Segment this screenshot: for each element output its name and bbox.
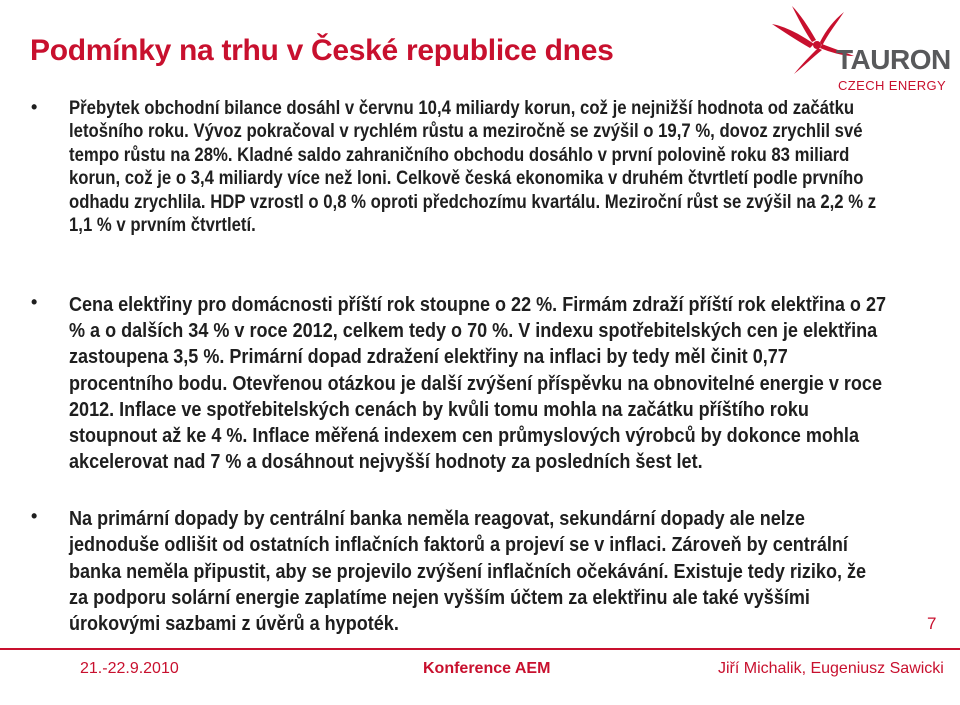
footer-authors: Jiří Michalik, Eugeniusz Sawicki: [718, 660, 944, 677]
bullet-text: Cena elektřiny pro domácnosti příští rok stoupne o 22 %. Firmám zdraží příští rok elektřina o 27 % a o dalších 34 % v roce 2012, celkem tedy o 70 %. V indexu spotřebitelských cen je elektřina zastoupena 3,5 %. Primární dopad zdražení elektřiny na inflaci by tedy měl činit 0,77 procentního bodu. Otevřenou otázkou je další zvýšení příspěvku na obnovitelné energie v roce 2012. Inflace ve spotřebitelských cenách by kvůli tomu mohla na začátku příštího roku stoupnout až ke 4 %. Inflace měřená indexem cen průmyslových výrobců by dokonce mohla akcelerovat nad 7 % a dosáhnout nejvyšší hodnoty za posledních šest let.: [69, 293, 887, 474]
footer-conference: Konference AEM: [423, 660, 551, 677]
logo-wordmark: TAURON: [836, 44, 951, 75]
bullet-item: [31, 292, 889, 475]
bullet-text: Přebytek obchodní bilance dosáhl v červnu 10,4 miliardy korun, což je nejnižší hodnota od začátku letošního roku. Vývoz pokračoval v rychlém růstu a meziročně se zvýšil o 19,7 %, dovoz zrychlil své tempo růstu na 28%. Kladné saldo zahraničního obchodu dosáhlo v první polovině roku 83 miliard korun, což je o 3,4 miliardy více než loni. Celkově česká ekonomika v druhém čtvrtletí podle prvního odhadu zrychlila. HDP vzrostl o 0,8 % oproti předchozímu kvartálu. Meziroční růst se zvýšil na 2,2 % z 1,1 % v prvním čtvrtletí.: [69, 98, 877, 237]
bullet-item: [31, 506, 889, 637]
logo-subtitle: CZECH ENERGY: [838, 78, 947, 93]
bullet-text: Na primární dopady by centrální banka neměla reagovat, sekundární dopady ale nelze jednoduše odlišit od ostatních inflačních faktorů a projeví se v inflaci. Zároveň by centrální banka neměla připustit, aby se projevilo zvýšení inflačních očekávání. Existuje tedy riziko, že za podporu solární energie zaplatíme nejen vyšším účtem za elektřinu ale také vyššími úrokovými sazbami z úvěrů a hypoték.: [69, 507, 867, 636]
bullet-dot-icon: •: [31, 97, 38, 117]
bullet-item: [31, 97, 889, 237]
footer-date: 21.-22.9.2010: [80, 660, 179, 677]
bullet-dot-icon: •: [31, 292, 38, 312]
footer-divider: [0, 648, 960, 650]
slide-title: Podmínky na trhu v České republice dnes: [30, 34, 614, 67]
page-number: 7: [927, 614, 937, 633]
bullet-dot-icon: •: [31, 506, 38, 526]
